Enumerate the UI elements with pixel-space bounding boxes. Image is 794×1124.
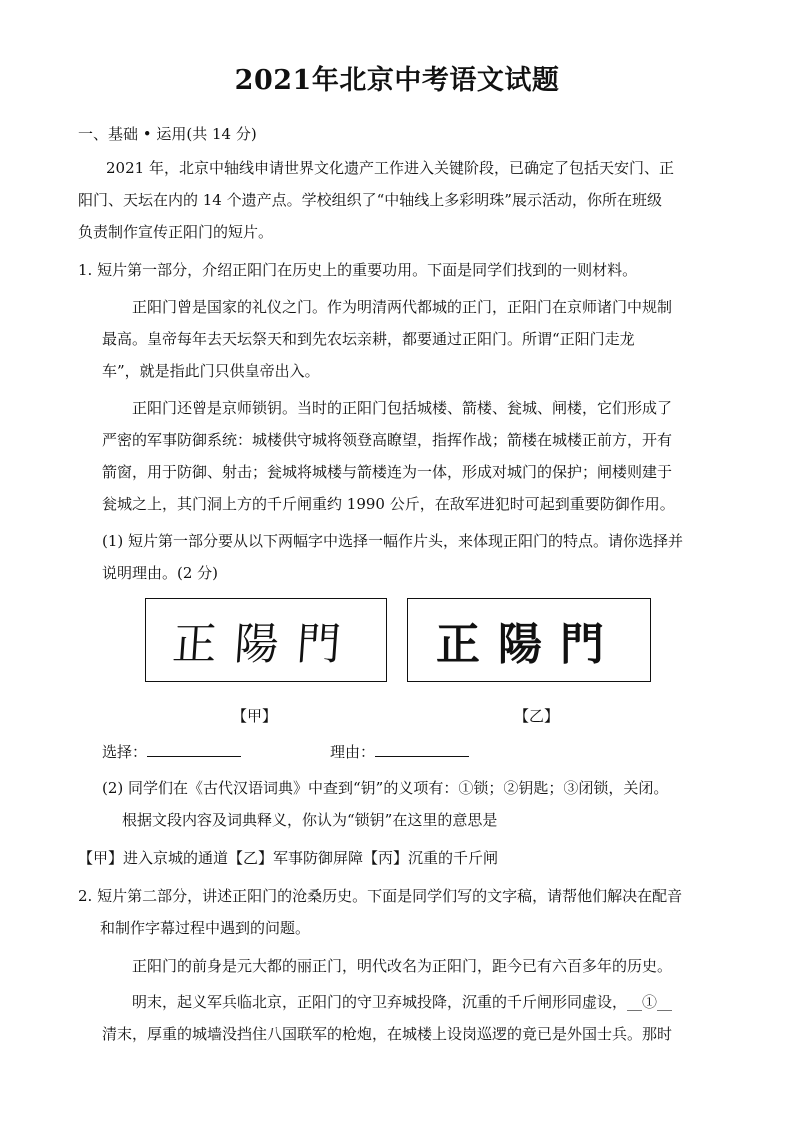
intro-line-2: 阳门、天坛在内的 14 个遗产点。学校组织了“中轴线上多彩明珠”展示活动，你所在班级 — [78, 191, 662, 209]
q1-para2-line-1: 正阳门还曾是京师锁钥。当时的正阳门包括城楼、箭楼、瓮城、闸楼，它们形成了 — [132, 399, 673, 417]
q1-sub1-line-2: 说明理由。(2 分) — [102, 564, 219, 582]
choice-label: 选择： — [102, 743, 148, 761]
reason-row — [330, 742, 469, 762]
q2-stem-line-1: 2. 短片第二部分，讲述正阳门的沧桑历史。下面是同学们写的文字稿，请帮他们解决在配音 — [78, 887, 683, 905]
calligraphy-b: 正陽門 — [436, 619, 622, 670]
label-a: 【甲】 — [232, 707, 278, 725]
intro-line-1: 2021 年，北京中轴线申请世界文化遗产工作进入关键阶段，已确定了包括天安门、正 — [106, 159, 674, 177]
section-heading: 一、基础 • 运用(共 14 分) — [78, 125, 257, 143]
q2-para1: 正阳门的前身是元大都的丽正门，明代改名为正阳门，距今已有六百多年的历史。 — [132, 957, 673, 975]
q2-para3: 清末，厚重的城墙没挡住八国联军的枪炮，在城楼上设岗巡逻的竟已是外国士兵。那时 — [102, 1025, 673, 1043]
q2-para2 — [132, 992, 672, 1012]
q2-blank-1: __①__ — [627, 993, 673, 1011]
q1-para1-line-3: 车”，就是指此门只供皇帝出入。 — [102, 362, 320, 380]
intro-line-3: 负责制作宣传正阳门的短片。 — [78, 223, 274, 241]
q1-para1-line-1: 正阳门曾是国家的礼仪之门。作为明清两代都城的正门，正阳门在京师诸门中规制 — [132, 298, 673, 316]
q1-sub2-line-1: (2) 同学们在《古代汉语词典》中查到“钥”的义项有：①锁；②钥匙；③闭锁，关闭。 — [102, 779, 669, 797]
q1-para2-line-4: 瓮城之上，其门洞上方的千斤闸重约 1990 公斤，在敌军进犯时可起到重要防御作用。 — [102, 495, 675, 513]
calligraphy-box-a — [145, 598, 387, 682]
reason-label: 理由： — [330, 743, 376, 761]
calligraphy-a: 正陽門 — [170, 619, 361, 670]
q1-options: 【甲】进入京城的通道【乙】军事防御屏障【丙】沉重的千斤闸 — [78, 849, 499, 867]
calligraphy-box-b — [407, 598, 651, 682]
label-b: 【乙】 — [514, 707, 560, 725]
q1-para2-line-2: 严密的军事防御系统：城楼供守城将领登高瞭望，指挥作战；箭楼在城楼正前方，开有 — [102, 431, 673, 449]
q1-sub2-line-2: 根据文段内容及词典释义，你认为“锁钥”在这里的意思是 — [122, 811, 498, 829]
q1-para1-line-2: 最高。皇帝每年去天坛祭天和到先农坛亲耕，都要通过正阳门。所谓“正阳门走龙 — [102, 330, 635, 348]
q2-para2-text: 明末，起义军兵临北京，正阳门的守卫弃城投降，沉重的千斤闸形同虚设， — [132, 993, 628, 1011]
q2-stem-line-2: 和制作字幕过程中遇到的问题。 — [100, 919, 311, 937]
reason-blank[interactable] — [375, 742, 469, 757]
q1-stem: 1. 短片第一部分，介绍正阳门在历史上的重要功用。下面是同学们找到的一则材料。 — [78, 261, 638, 279]
choice-row — [102, 742, 241, 762]
q1-para2-line-3: 箭窗，用于防御、射击；瓮城将城楼与箭楼连为一体，形成对城门的保护；闸楼则建于 — [102, 463, 673, 481]
page-title: 2021年北京中考语文试题 — [234, 65, 560, 96]
q1-sub1-line-1: (1) 短片第一部分要从以下两幅字中选择一幅作片头，来体现正阳门的特点。请你选择并 — [102, 532, 684, 550]
choice-blank[interactable] — [147, 742, 241, 757]
